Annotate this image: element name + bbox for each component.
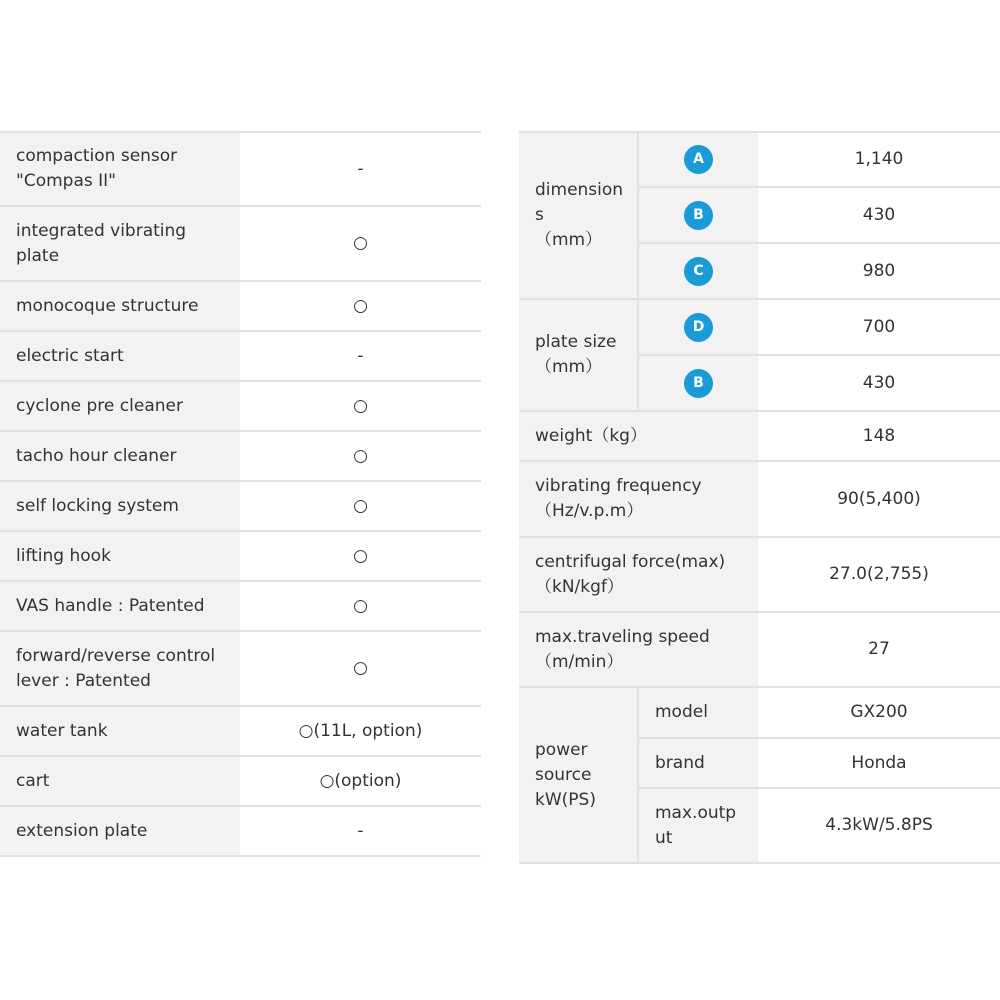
plate-d-badge: D [684,313,713,342]
feature-label: electric start [0,331,240,381]
feature-label: self locking system [0,481,240,531]
model-label: model [638,687,758,738]
table-row [519,299,1000,355]
table-row [0,132,481,206]
feature-value: ○(11L, option) [240,706,481,756]
plate-size-label: plate size （mm） [519,299,638,411]
table-row [519,687,1000,738]
feature-label: water tank [0,706,240,756]
power-source-label: power source kW(PS) [519,687,638,863]
brand-value: Honda [758,738,1000,788]
table-row [519,132,1000,187]
table-row [0,481,481,531]
plate-b-badge: B [684,369,713,398]
table-row [0,756,481,806]
dimension-c-value: 980 [758,243,1000,299]
max-output-label: max.outp ut [638,788,758,863]
table-row [0,331,481,381]
feature-label: VAS handle : Patented [0,581,240,631]
centrifugal-force-value: 27.0(2,755) [758,537,1000,612]
table-row [0,381,481,431]
feature-label: tacho hour cleaner [0,431,240,481]
dimension-c-badge: C [684,257,713,286]
plate-b-value: 430 [758,355,1000,411]
max-speed-value: 27 [758,612,1000,687]
dimensions-label: dimension s （mm） [519,132,638,299]
table-row [0,206,481,281]
table-row [519,411,1000,461]
table-row [0,431,481,481]
table-row [519,537,1000,612]
vibrating-frequency-value: 90(5,400) [758,461,1000,537]
feature-label: integrated vibrating plate [0,206,240,281]
table-row [519,461,1000,537]
table-row [0,631,481,706]
feature-label: cart [0,756,240,806]
table-row [0,706,481,756]
plate-d-value: 700 [758,299,1000,355]
table-row [0,531,481,581]
feature-value: ○(option) [240,756,481,806]
table-row [0,581,481,631]
feature-label: compaction sensor "Compas II" [0,132,240,206]
feature-label: lifting hook [0,531,240,581]
feature-label: extension plate [0,806,240,856]
feature-value: ○ [240,581,481,631]
feature-value: ○ [240,431,481,481]
feature-value: ○ [240,531,481,581]
max-output-value: 4.3kW/5.8PS [758,788,1000,863]
centrifugal-force-label: centrifugal force(max) （kN/kgf） [519,537,758,612]
feature-value: ○ [240,206,481,281]
feature-value: ○ [240,381,481,431]
specs-table [519,131,1000,864]
feature-label: cyclone pre cleaner [0,381,240,431]
brand-label: brand [638,738,758,788]
feature-value: ○ [240,281,481,331]
table-row [519,612,1000,687]
feature-label: forward/reverse control lever : Patented [0,631,240,706]
vibrating-frequency-label: vibrating frequency （Hz/v.p.m） [519,461,758,537]
model-value: GX200 [758,687,1000,738]
dimension-b-badge: B [684,201,713,230]
table-row [0,281,481,331]
weight-label: weight（kg） [519,411,758,461]
table-row [0,806,481,856]
feature-value: - [240,806,481,856]
feature-value: ○ [240,481,481,531]
feature-value: ○ [240,631,481,706]
dimension-a-badge: A [684,145,713,174]
dimension-a-value: 1,140 [758,132,1000,187]
features-table [0,131,481,857]
max-speed-label: max.traveling speed （m/min） [519,612,758,687]
feature-value: - [240,331,481,381]
feature-value: - [240,132,481,206]
weight-value: 148 [758,411,1000,461]
feature-label: monocoque structure [0,281,240,331]
dimension-b-value: 430 [758,187,1000,243]
